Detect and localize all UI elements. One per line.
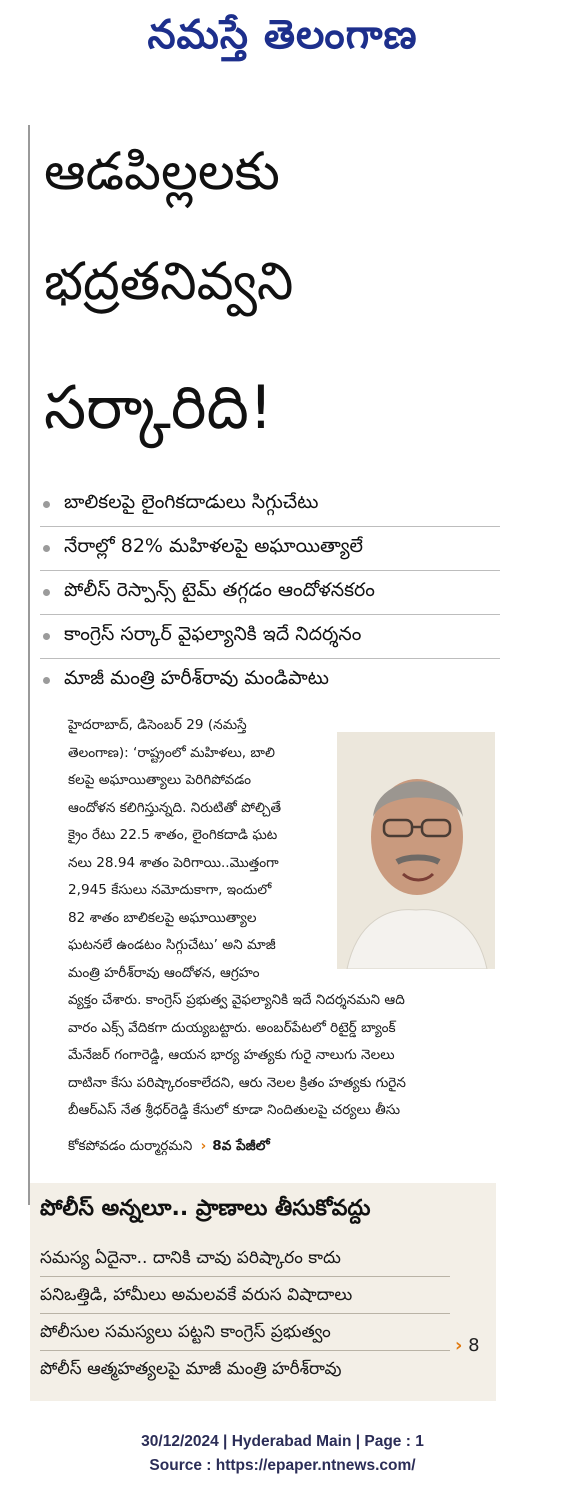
bullet-item — [40, 615, 500, 659]
related-story-line: సమస్య ఏదైనా.. దానికి చావు పరిష్కారం కాదు — [40, 1240, 450, 1277]
bullet-item — [40, 527, 500, 571]
related-story-line: పోలీసుల సమస్యలు పట్టని కాంగ్రెస్ ప్రభుత్వం — [40, 1314, 450, 1351]
continue-page-link[interactable]: 8వ పేజీలో — [212, 1138, 270, 1154]
body-line: దాటినా కేసు పరిష్కారంకాలేదని, ఆరు నెలల క్రితం హత్యకు గురైన — [68, 1074, 406, 1091]
article-body — [68, 712, 498, 1125]
bullet-dot-icon — [43, 589, 50, 596]
body-line: మేనేజర్ గంగారెడ్డి, ఆయన భార్య హత్యకు గురై నాలుగు నెలలు — [68, 1047, 395, 1063]
masthead-title: నమస్తే తెలంగాణ — [147, 12, 418, 58]
related-story-title: పోలీస్ అన్నలూ.. ప్రాణాలు తీసుకోవద్దు — [40, 1196, 371, 1221]
body-line: మంత్రి హరీశ్‌రావు ఆందోళన, ఆగ్రహం — [68, 964, 260, 981]
bullet-item — [40, 483, 500, 527]
footer-source: Source : https://epaper.ntnews.com/ — [149, 1457, 416, 1474]
page-footer — [0, 1430, 565, 1478]
column-divider — [28, 125, 30, 1205]
body-narrow-column — [68, 712, 330, 987]
bullet-dot-icon — [43, 677, 50, 684]
related-page-number: 8 — [468, 1335, 480, 1356]
body-wide-column — [68, 987, 498, 1125]
related-story-lines — [40, 1240, 450, 1387]
bullet-dot-icon — [43, 501, 50, 508]
bullet-dot-icon — [43, 545, 50, 552]
bullet-text: పోలీస్ రెస్పాన్స్ టైమ్ తగ్గడం ఆందోళనకరం — [64, 579, 375, 601]
body-line: 2,945 కేసులు నమోదుకాగా, ఇందులో — [68, 882, 272, 898]
body-line: ఆందోళన కలిగిస్తున్నది. నిరుటితో పోల్చితే — [68, 799, 282, 816]
bullet-text: బాలికలపై లైంగికదాడులు సిగ్గుచేటు — [64, 491, 319, 513]
related-story-line: పనిఒత్తిడి, హామీలు అమలవకే వరుస విషాదాలు — [40, 1277, 450, 1314]
headline-line-1: ఆడపిల్లలకు — [44, 142, 280, 202]
headline-line-3: సర్కారిది! — [44, 373, 273, 443]
chevron-right-icon: › — [200, 1138, 207, 1154]
bullet-text: నేరాల్లో 82% మహిళలపై అఘాయిత్యాలే — [64, 535, 363, 557]
bullet-list — [40, 483, 500, 702]
body-line: తెలంగాణ): ‘రాష్ట్రంలో మహిళలు, బాలి — [68, 744, 275, 761]
body-line: హైదరాబాద్, డిసెంబర్ 29 (నమస్తే — [68, 717, 247, 733]
body-line: వారం ఎక్స్ వేదికగా దుయ్యబట్టారు. అంబర్‌పేటలో రిటైర్డ్ బ్యాంక్ — [68, 1019, 396, 1036]
body-line: కలపై అఘాయిత్యాలు పెరిగిపోవడం — [68, 772, 252, 788]
body-line: నలు 28.94 శాతం పెరిగాయి..మొత్తంగా — [68, 854, 279, 871]
bullet-dot-icon — [43, 633, 50, 640]
body-last-line: కోకపోవడం దుర్మార్గమని — [68, 1138, 193, 1154]
headline-line-2: భద్రతనివ్వని — [44, 252, 294, 312]
body-line: ఘటనలే ఉండటం సిగ్గుచేటు’ అని మాజీ — [68, 937, 276, 953]
body-line: వ్యక్తం చేశారు. కాంగ్రెస్ ప్రభుత్వ వైఫల్యానికి ఇదే నిదర్శనమని ఆది — [68, 992, 405, 1008]
bullet-text: కాంగ్రెస్ సర్కార్ వైఫల్యానికి ఇదే నిదర్శనం — [64, 623, 362, 645]
chevron-right-icon: › — [455, 1335, 463, 1356]
footer-date-edition: 30/12/2024 | Hyderabad Main | Page : 1 — [141, 1433, 424, 1450]
bullet-item — [40, 571, 500, 615]
related-story-page-ref[interactable] — [455, 1335, 480, 1356]
bullet-item — [40, 659, 500, 702]
body-line: క్రైం రేటు 22.5 శాతం, లైంగికదాడి ఘట — [68, 827, 278, 843]
bullet-text: మాజీ మంత్రి హరీశ్‌రావు మండిపాటు — [64, 667, 329, 689]
continue-line — [68, 1138, 498, 1157]
body-line: బీఆర్‌ఎస్ నేత శ్రీధర్‌రెడ్డి కేసులో కూడా నిందితులపై చర్యలు తీసు — [68, 1102, 401, 1118]
body-line: 82 శాతం బాలికలపై అఘాయిత్యాల — [68, 909, 257, 926]
headline — [44, 118, 494, 478]
masthead-logo — [0, 0, 565, 80]
related-story-line: పోలీస్ ఆత్మహత్యలపై మాజీ మంత్రి హరీశ్‌రావు — [40, 1359, 342, 1379]
